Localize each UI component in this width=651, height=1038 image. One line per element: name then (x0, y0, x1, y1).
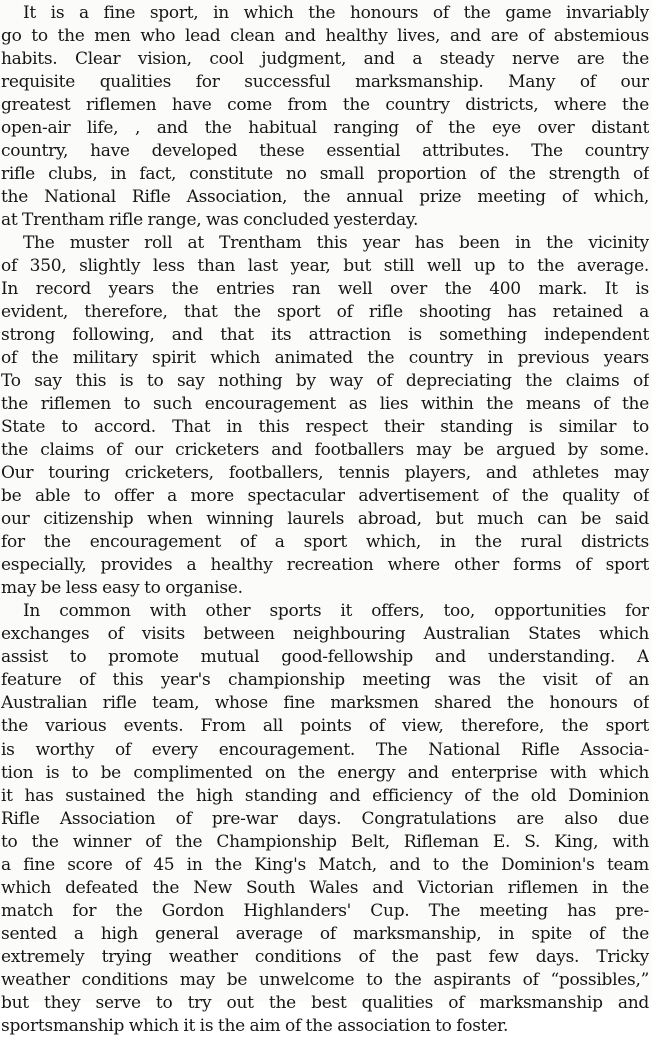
text-line: Rifle Association of pre-war days. Congratulations are also due (1, 808, 649, 829)
text-line: weather conditions may be unwelcome to the aspirants of “possibles,” (1, 969, 649, 990)
text-line: Australian rifle team, whose fine marksmen shared the honours of (1, 693, 649, 714)
text-line: be able to offer a more spectacular advertisement of the quality of (1, 486, 649, 507)
text-line: is worthy of every encouragement. The National Rifle Associa- (1, 739, 649, 760)
text-line: which defeated the New South Wales and Victorian riflemen in the (1, 877, 649, 898)
article-paragraph (1, 2, 649, 232)
text-line: especially, provides a healthy recreation where other forms of sport (1, 555, 649, 576)
text-line: sportsmanship which it is the aim of the association to foster. (1, 1015, 509, 1036)
article-paragraph (1, 600, 649, 1037)
text-line: sented a high general average of marksmanship, in spite of the (1, 923, 649, 944)
text-line: to the winner of the Championship Belt, Rifleman E. S. King, with (1, 831, 649, 852)
text-line: country, have developed these essential attributes. The country (1, 141, 649, 162)
text-line: at Trentham rifle range, was concluded yesterday. (1, 210, 419, 231)
text-line: assist to promote mutual good-fellowship and understanding. A (1, 647, 649, 668)
text-line: a fine score of 45 in the King's Match, and to the Dominion's team (1, 854, 649, 875)
text-line: but they serve to try out the best qualities of marksmanship and (1, 992, 649, 1013)
text-line: exchanges of visits between neighbouring Australian States which (1, 624, 649, 645)
text-line: extremely trying weather conditions of the past few days. Tricky (1, 946, 649, 967)
text-line: greatest riflemen have come from the country districts, where the (1, 95, 649, 116)
text-line: habits. Clear vision, cool judgment, and a steady nerve are the (1, 49, 649, 70)
text-line: feature of this year's championship meeting was the visit of an (1, 670, 649, 691)
text-line: tion is to be complimented on the energy and enterprise with which (1, 762, 649, 783)
text-line: requisite qualities for successful marksmanship. Many of our (1, 72, 649, 93)
text-line: Our touring cricketers, footballers, tennis players, and athletes may (1, 463, 649, 484)
text-line: our citizenship when winning laurels abroad, but much can be said (1, 509, 649, 530)
text-line: The muster roll at Trentham this year has been in the vicinity (23, 233, 649, 254)
text-line: it has sustained the high standing and efficiency of the old Dominion (1, 785, 649, 806)
text-line: the National Rifle Association, the annual prize meeting of which, (1, 187, 649, 208)
text-line: the various events. From all points of view, therefore, the sport (1, 716, 649, 737)
text-line: the riflemen to such encouragement as lies within the means of the (1, 394, 649, 415)
text-line: In common with other sports it offers, too, opportunities for (23, 601, 649, 622)
text-line: match for the Gordon Highlanders' Cup. The meeting has pre- (1, 900, 649, 921)
text-line: In record years the entries ran well over the 400 mark. It is (1, 279, 649, 300)
text-line: State to accord. That in this respect their standing is similar to (1, 417, 649, 438)
text-line: rifle clubs, in fact, constitute no small proportion of the strength of (1, 164, 649, 185)
editorial-article (1, 2, 649, 1038)
article-paragraph (1, 232, 649, 600)
text-line: It is a fine sport, in which the honours of the game invariably (23, 3, 649, 23)
text-line: may be less easy to organise. (1, 578, 243, 599)
text-line: of 350, slightly less than last year, but still well up to the average. (1, 256, 649, 277)
text-line: To say this is to say nothing by way of depreciating the claims of (1, 371, 649, 392)
text-line: strong following, and that its attraction is something independent (1, 325, 649, 346)
text-line: of the military spirit which animated the country in previous years (1, 348, 649, 369)
text-line: open-air life, , and the habitual ranging of the eye over distant (1, 118, 649, 139)
text-line: the claims of our cricketers and footballers may be argued by some. (1, 440, 649, 461)
text-line: go to the men who lead clean and healthy lives, and are of abstemious (1, 26, 649, 47)
text-line: for the encouragement of a sport which, in the rural districts (1, 532, 649, 553)
text-line: evident, therefore, that the sport of rifle shooting has retained a (1, 302, 649, 323)
